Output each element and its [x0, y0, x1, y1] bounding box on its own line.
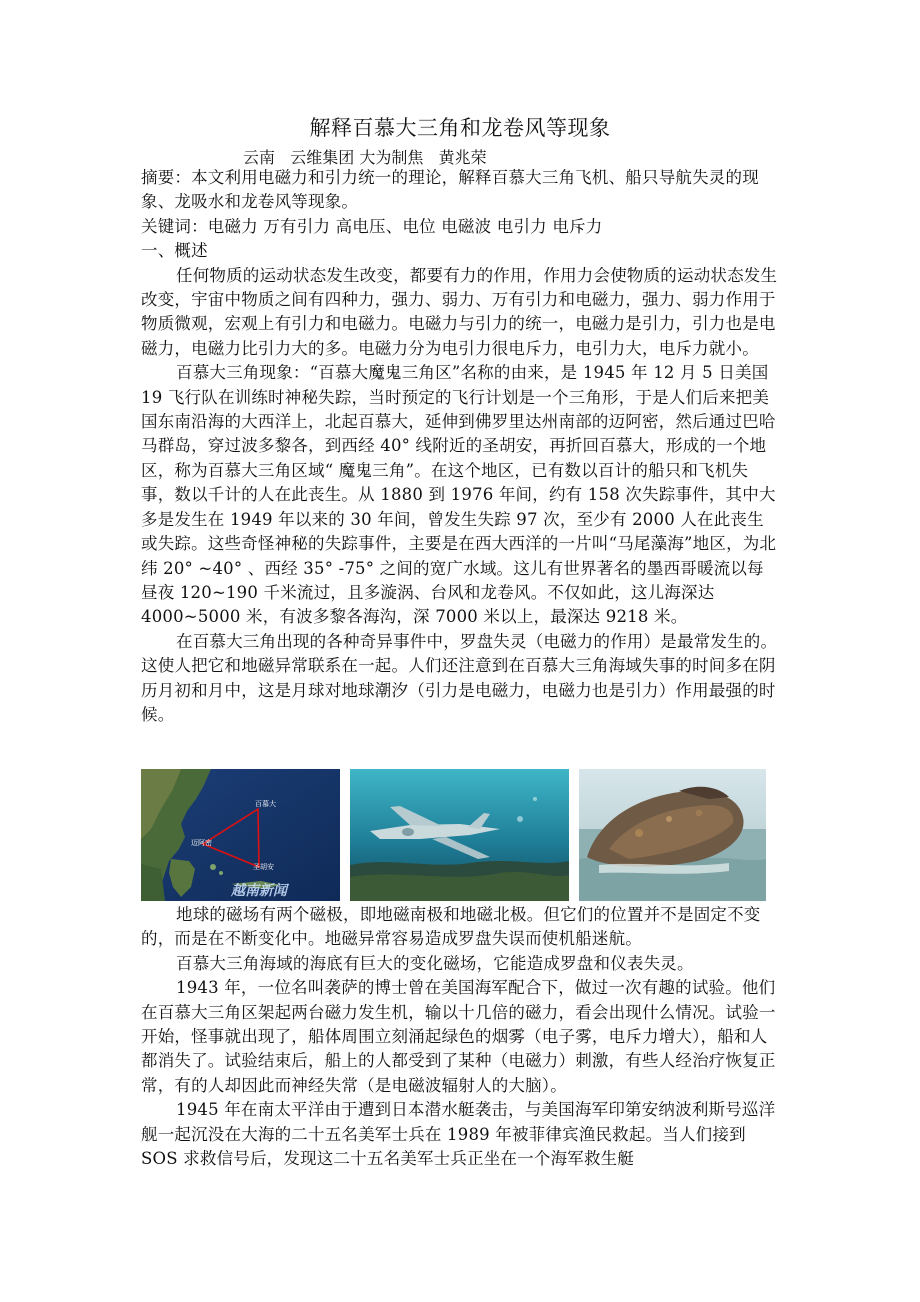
underwater-plane-wreck-photo — [350, 769, 569, 901]
map-label-miami: 迈阿密 — [191, 840, 212, 847]
text-block-top — [141, 166, 779, 727]
section-heading: 一、概述 — [141, 241, 208, 261]
rusted-shipwreck-photo — [579, 769, 766, 901]
paragraph: 在百慕大三角出现的各种奇异事件中，罗盘失灵（电磁力的作用）是最常发生的。这使人把它和地磁异常联系在一起。人们还注意到在百慕大三角海域失事的时间多在阴历月初和月中，这是月球对地球潮汐（引力是电磁力，电磁力也是引力）作用最强的时候。 — [141, 631, 778, 724]
map-label-bermuda: 百慕大 — [255, 801, 276, 808]
document-title: 解释百慕大三角和龙卷风等现象 — [309, 116, 611, 140]
text-block-bottom — [141, 903, 779, 1171]
watermark: 越南新闻 — [231, 882, 287, 898]
keywords: 关键词：电磁力 万有引力 高电压、电位 电磁波 电引力 电斥力 — [141, 216, 603, 236]
abstract: 摘要：本文利用电磁力和引力统一的理论，解释百慕大三角飞机、船只导航失灵的现象、龙吸水和龙卷风等现象。 — [141, 168, 759, 212]
bermuda-triangle-map-photo — [141, 769, 340, 901]
author-line: 云南 云维集团 大为制焦 黄兆荣 — [243, 148, 487, 167]
paragraph: 1943 年，一位名叫袭萨的博士曾在美国海军配合下，做过一次有趣的试验。他们在百慕大三角区架起两台磁力发生机，输以十几倍的磁力，看会出现什么情况。试验一开始，怪事就出现了，船体周围立刻涌起绿色的烟雾（电子雾，电斥力增大），船和人都消失了。试验结束后，船上的人都受到了某种（电磁力）刺激，有些人经治疗恢复正常，有的人却因此而神经失常（是电磁波辐射人的大脑）。 — [141, 978, 776, 1095]
paragraph: 1945 年在南太平洋由于遭到日本潜水艇袭击，与美国海军印第安纳波利斯号巡洋舰一起沉没在大海的二十五名美军士兵在 1989 年被菲律宾渔民救起。当人们接到 SOS 求救信号后，发现这二十五名美军士兵正坐在一个海军救生艇 — [141, 1100, 776, 1169]
paragraph: 百慕大三角海域的海底有巨大的变化磁场，它能造成罗盘和仪表失灵。 — [176, 953, 694, 973]
paragraph: 地球的磁场有两个磁极，即地磁南极和地磁北极。但它们的位置并不是固定不变的，而是在不断变化中。地磁异常容易造成罗盘失误而使机船迷航。 — [141, 905, 761, 949]
paragraph: 任何物质的运动状态发生改变，都要有力的作用，作用力会使物质的运动状态发生改变，宇宙中物质之间有四种力，强力、弱力、万有引力和电磁力，强力、弱力作用于物质微观，宏观上有引力和电磁力。电磁力与引力的统一，电磁力是引力，引力也是电磁力，电磁力比引力大的多。电磁力分为电引力很电斥力，电引力大，电斥力就小。 — [141, 265, 778, 358]
photo-strip — [141, 769, 766, 901]
paragraph: 百慕大三角现象：“百慕大魔鬼三角区”名称的由来，是 1945 年 12 月 5 日美国 19 飞行队在训练时神秘失踪，当时预定的飞行计划是一个三角形，于是人们后来把美国东南沿海的大西洋上，北起百慕大，延伸到佛罗里达州南部的迈阿密，然后通过巴哈马群岛，穿过波多黎各，到西经 40° 线附近的圣胡安，再折回百慕大，形成的一个地区，称为百慕大三角区域“ 魔鬼三角”。在这个地区，已有数以百计的船只和飞机失事，数以千计的人在此丧生。从 1880 到 1976 年间，约有 158 次失踪事件，其中大多是发生在 1949 年以来的 30 年间，曾发生失踪 97 次，至少有 2000 人在此丧生或失踪。这些奇怪神秘的失踪事件，主要是在西大西洋的一片叫“马尾藻海”地区，为北纬 20° ~40° 、西经 35° -75° 之间的宽广水域。这儿有世界著名的墨西哥暖流以每昼夜 120~190 千米流过，且多漩涡、台风和龙卷风。不仅如此，这儿海深达 4000~5000 米，有波多黎各海沟，深 7000 米以上，最深达 9218 米。 — [141, 363, 777, 627]
map-label-san-juan: 圣胡安 — [253, 864, 274, 871]
